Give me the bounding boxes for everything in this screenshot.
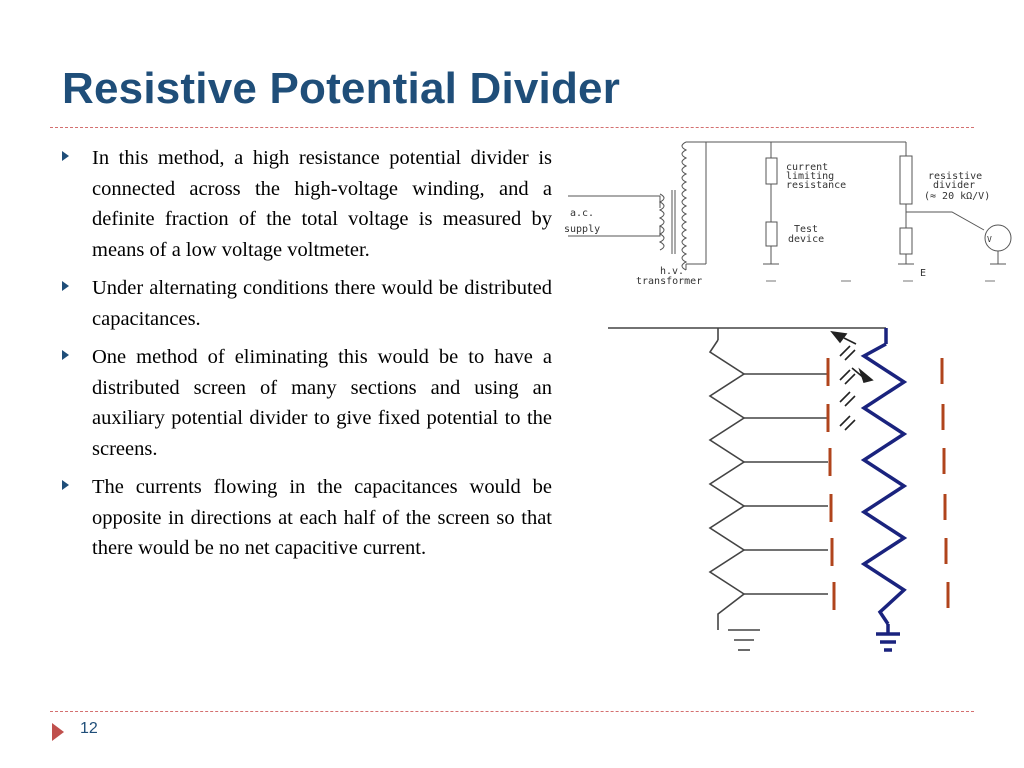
triangle-bullet-icon (62, 350, 69, 360)
slide-title: Resistive Potential Divider (62, 64, 621, 113)
footer-arrow-icon (52, 723, 64, 741)
title-divider (50, 127, 974, 128)
bullet-text: Under alternating conditions there would be distributed capacitances. (92, 277, 552, 330)
limiting-resistance-label-line3: resistance (786, 180, 847, 191)
hv-test-circuit-diagram (560, 134, 1016, 300)
test-device-label-line1: Test (794, 224, 819, 235)
test-device-label-line2: device (788, 234, 825, 245)
divider-label-line1: resistive (928, 171, 983, 182)
bullet-text: In this method, a high resistance potential divider is connected across the high-voltage winding, and a definite fraction of the total voltage is measured by means of a low voltage voltmeter. (92, 147, 552, 261)
bullet-text: The currents flowing in the capacitances would be opposite in directions at each half of the screen so that there would be no net capacitive current. (92, 476, 552, 559)
ac-supply-label-line1: a.c. (570, 208, 595, 219)
transformer-label-line2: transformer (636, 276, 703, 287)
ac-supply-label-line2: supply (564, 224, 601, 235)
transformer-label-line1: h.v. (660, 266, 685, 277)
screened-divider-diagram (600, 322, 980, 662)
bullet-text: One method of eliminating this would be to have a distributed screen of many sections and using an auxiliary potential divider to give fixed potential to the screens. (92, 346, 552, 460)
voltmeter-symbol-label: V (987, 235, 992, 244)
bullet-item (60, 342, 552, 464)
limiting-resistance-label-line1: current (786, 162, 829, 173)
triangle-bullet-icon (62, 151, 69, 161)
bullet-item (60, 273, 552, 334)
page-number: 12 (80, 720, 98, 737)
footer-divider (50, 711, 974, 712)
triangle-bullet-icon (62, 281, 69, 291)
divider-label-line3: (≈ 20 kΩ/V) (924, 191, 991, 202)
bullet-item (60, 143, 552, 265)
bullet-item (60, 472, 552, 564)
bullet-list (60, 143, 552, 572)
triangle-bullet-icon (62, 480, 69, 490)
divider-label-line2: divider (933, 180, 976, 191)
limiting-resistance-label-line2: limiting (786, 171, 835, 182)
earth-label: E (920, 268, 927, 279)
